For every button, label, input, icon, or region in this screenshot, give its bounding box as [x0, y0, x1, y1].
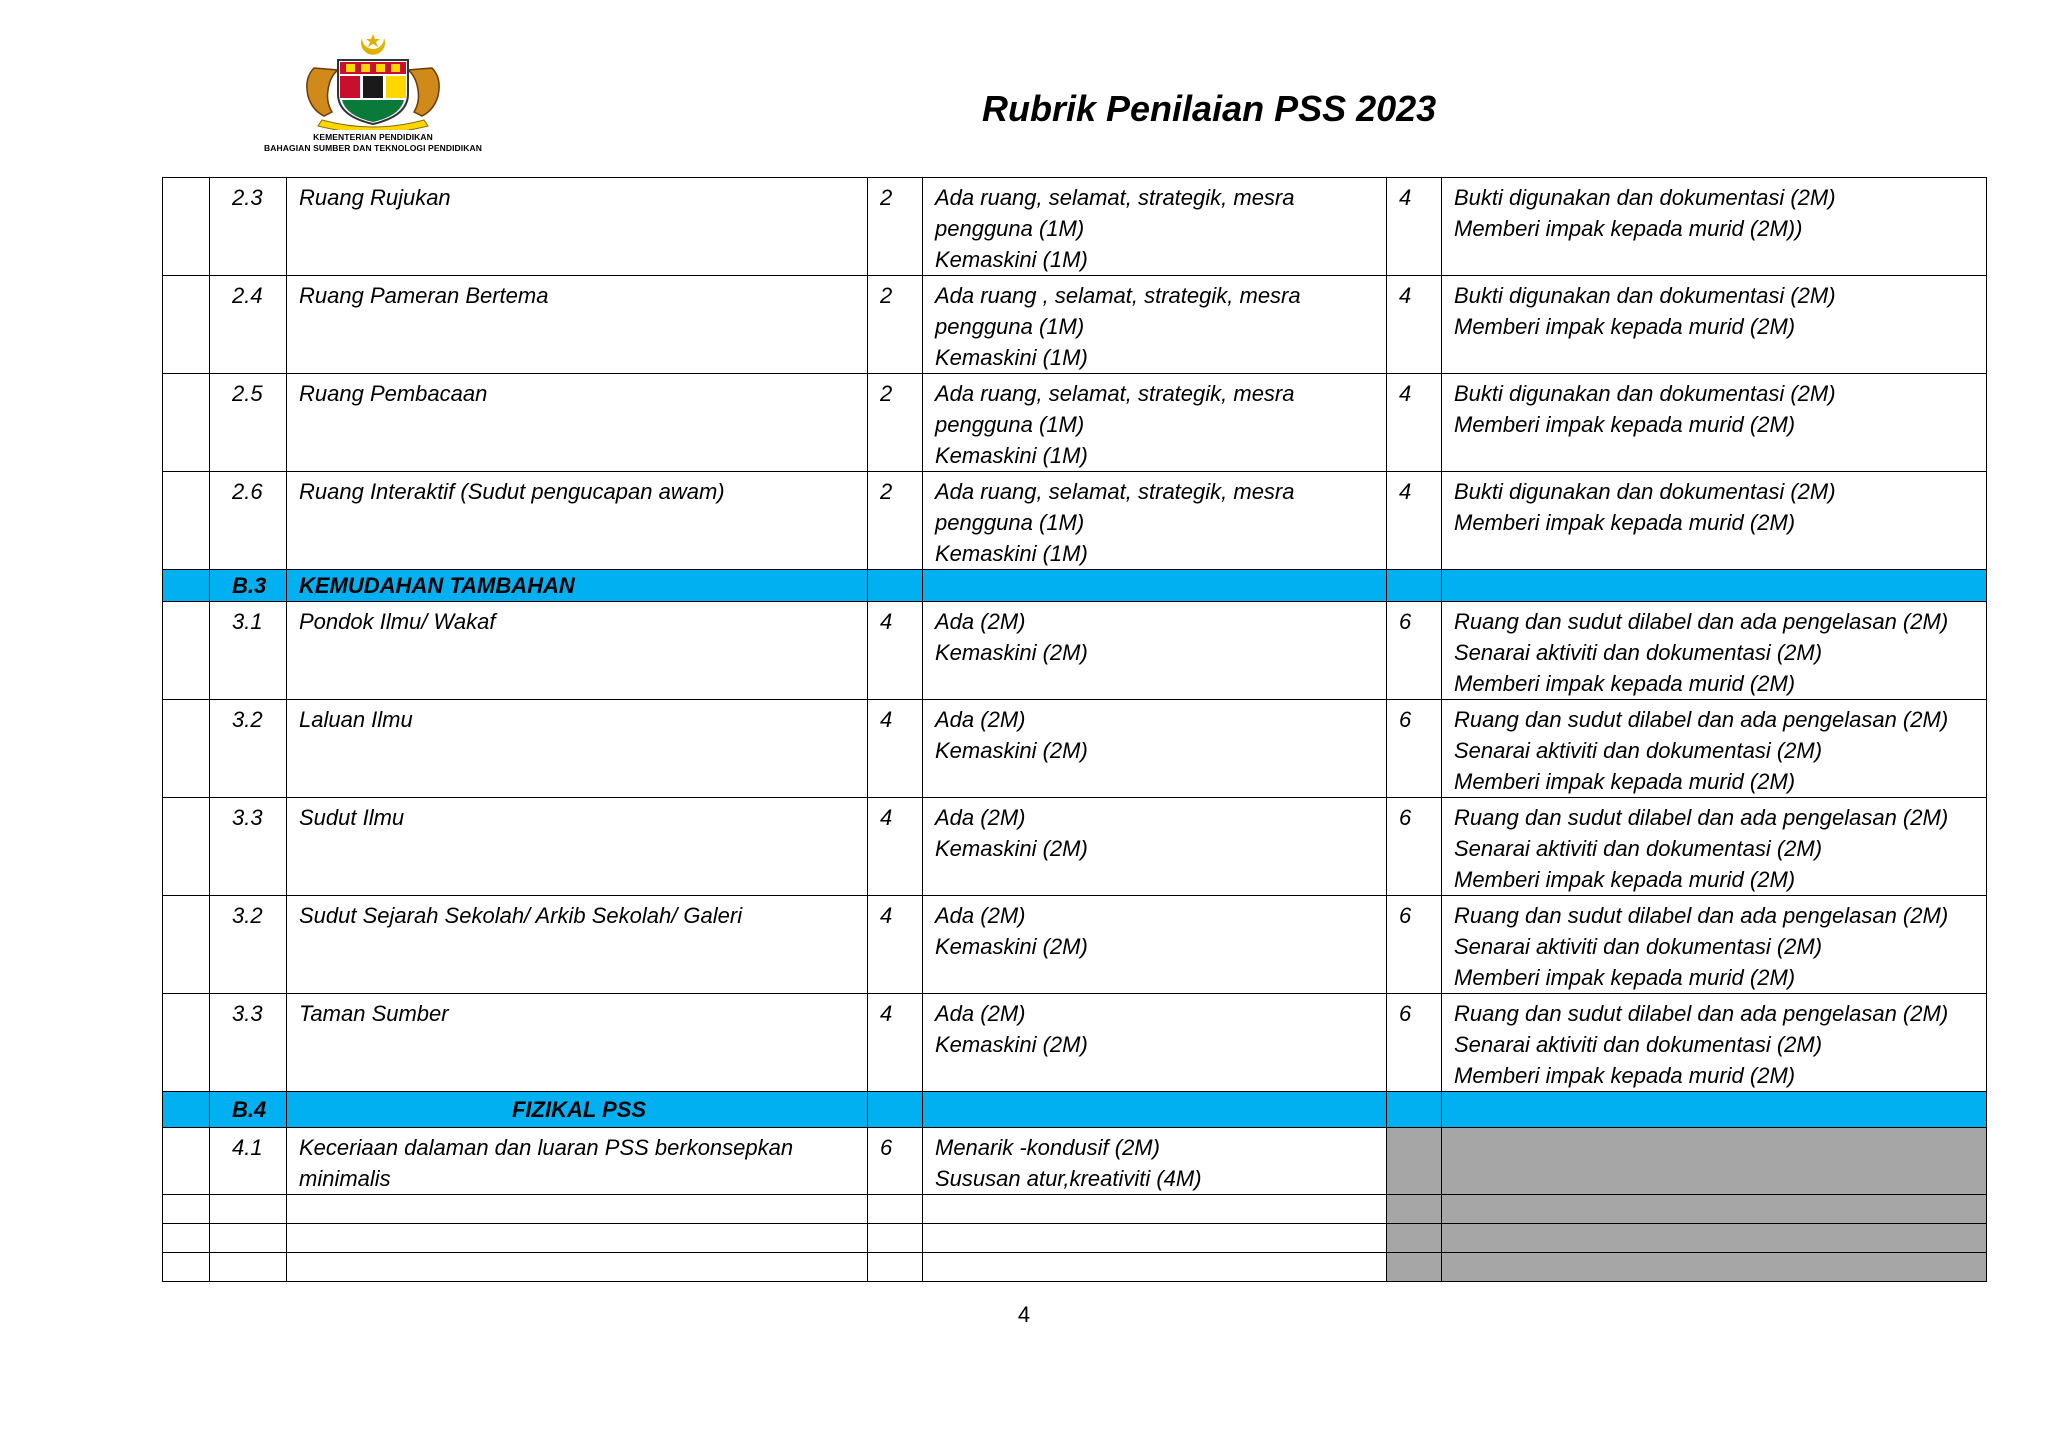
criteria-2: Ruang dan sudut dilabel dan ada pengelasan (2M) Senarai aktiviti dan dokumentasi (2M) Memberi impak kepada murid (2M) [1442, 896, 1987, 994]
blank-cell [163, 1253, 210, 1282]
item-name: Ruang Pembacaan [287, 374, 868, 472]
section-header-b3 [163, 570, 1987, 602]
blank-cell [163, 472, 210, 570]
blank-cell [287, 1195, 868, 1224]
item-number: 2.5 [210, 374, 287, 472]
shaded-cell [1442, 1253, 1987, 1282]
criteria-2: Ruang dan sudut dilabel dan ada pengelasan (2M) Senarai aktiviti dan dokumentasi (2M) Memberi impak kepada murid (2M) [1442, 994, 1987, 1092]
ministry-logo [262, 34, 484, 158]
score-1: 4 [868, 994, 923, 1092]
blank-cell [868, 570, 923, 602]
shaded-cell [1387, 1224, 1442, 1253]
criteria-1: Ada (2M) Kemaskini (2M) [923, 602, 1387, 700]
item-number: 2.6 [210, 472, 287, 570]
score-1: 2 [868, 276, 923, 374]
item-name: Ruang Rujukan [287, 178, 868, 276]
logo-division-name: BAHAGIAN SUMBER DAN TEKNOLOGI PENDIDIKAN [264, 143, 482, 153]
section-title: KEMUDAHAN TAMBAHAN [287, 570, 868, 602]
criteria-2: Ruang dan sudut dilabel dan ada pengelasan (2M) Senarai aktiviti dan dokumentasi (2M) Memberi impak kepada murid (2M) [1442, 798, 1987, 896]
malaysia-coat-of-arms-icon [262, 34, 484, 130]
criteria-1: Ada (2M) Kemaskini (2M) [923, 798, 1387, 896]
blank-cell [163, 700, 210, 798]
score-2: 6 [1387, 994, 1442, 1092]
score-1: 2 [868, 374, 923, 472]
section-header-b4 [163, 1092, 1987, 1128]
score-2: 4 [1387, 472, 1442, 570]
score-2: 4 [1387, 178, 1442, 276]
section-code: B.4 [210, 1092, 287, 1128]
item-name: Sudut Sejarah Sekolah/ Arkib Sekolah/ Galeri [287, 896, 868, 994]
criteria-2: Ruang dan sudut dilabel dan ada pengelasan (2M) Senarai aktiviti dan dokumentasi (2M) Memberi impak kepada murid (2M) [1442, 700, 1987, 798]
blank-cell [287, 1253, 868, 1282]
empty-row [163, 1195, 1987, 1224]
blank-cell [163, 896, 210, 994]
item-name: Ruang Pameran Bertema [287, 276, 868, 374]
blank-cell [163, 994, 210, 1092]
criteria-1: Ada (2M) Kemaskini (2M) [923, 896, 1387, 994]
criteria-2: Bukti digunakan dan dokumentasi (2M) Memberi impak kepada murid (2M) [1442, 276, 1987, 374]
criteria-1: Ada (2M) Kemaskini (2M) [923, 700, 1387, 798]
shaded-cell [1387, 1195, 1442, 1224]
table-row [163, 276, 1987, 374]
blank-cell [1387, 1092, 1442, 1128]
blank-cell [163, 602, 210, 700]
table-row [163, 1128, 1987, 1195]
blank-cell [868, 1195, 923, 1224]
blank-cell [1442, 1092, 1987, 1128]
shaded-cell [1387, 1128, 1442, 1195]
blank-cell [163, 1224, 210, 1253]
score-1: 2 [868, 178, 923, 276]
blank-cell [923, 1253, 1387, 1282]
criteria-2: Ruang dan sudut dilabel dan ada pengelasan (2M) Senarai aktiviti dan dokumentasi (2M) Memberi impak kepada murid (2M) [1442, 602, 1987, 700]
rubric-table [162, 177, 1987, 1282]
criteria-2: Bukti digunakan dan dokumentasi (2M) Memberi impak kepada murid (2M) [1442, 472, 1987, 570]
item-number: 2.4 [210, 276, 287, 374]
blank-cell [210, 1224, 287, 1253]
blank-cell [163, 178, 210, 276]
blank-cell [163, 570, 210, 602]
shaded-cell [1442, 1224, 1987, 1253]
blank-cell [163, 1195, 210, 1224]
score-2: 6 [1387, 896, 1442, 994]
table-row [163, 896, 1987, 994]
criteria-1: Ada ruang, selamat, strategik, mesra pengguna (1M) Kemaskini (1M) [923, 374, 1387, 472]
empty-row [163, 1224, 1987, 1253]
table-row [163, 178, 1987, 276]
score-1: 6 [868, 1128, 923, 1195]
table-row [163, 798, 1987, 896]
blank-cell [923, 1224, 1387, 1253]
table-row [163, 602, 1987, 700]
criteria-1: Ada ruang, selamat, strategik, mesra pengguna (1M) Kemaskini (1M) [923, 472, 1387, 570]
score-1: 4 [868, 700, 923, 798]
item-number: 4.1 [210, 1128, 287, 1195]
item-name: Pondok Ilmu/ Wakaf [287, 602, 868, 700]
blank-cell [163, 374, 210, 472]
blank-cell [1387, 570, 1442, 602]
table-row [163, 472, 1987, 570]
item-number: 3.2 [210, 896, 287, 994]
item-number: 3.3 [210, 798, 287, 896]
shaded-cell [1442, 1195, 1987, 1224]
shaded-cell [1387, 1253, 1442, 1282]
blank-cell [163, 798, 210, 896]
table-row [163, 994, 1987, 1092]
logo-ministry-name: KEMENTERIAN PENDIDIKAN [313, 132, 433, 142]
table-row [163, 700, 1987, 798]
document-title: Rubrik Penilaian PSS 2023 [982, 88, 1437, 129]
item-name: Sudut Ilmu [287, 798, 868, 896]
score-2: 4 [1387, 374, 1442, 472]
section-title: FIZIKAL PSS [287, 1092, 868, 1128]
blank-cell [287, 1224, 868, 1253]
blank-cell [923, 1092, 1387, 1128]
score-2: 4 [1387, 276, 1442, 374]
blank-cell [923, 570, 1387, 602]
score-2: 6 [1387, 700, 1442, 798]
blank-cell [163, 1128, 210, 1195]
page-number: 4 [1017, 1302, 1031, 1327]
criteria-1: Menarik -kondusif (2M) Sususan atur,kreativiti (4M) [923, 1128, 1387, 1195]
blank-cell [210, 1253, 287, 1282]
score-1: 4 [868, 798, 923, 896]
score-2: 6 [1387, 602, 1442, 700]
item-name: Ruang Interaktif (Sudut pengucapan awam) [287, 472, 868, 570]
score-1: 4 [868, 602, 923, 700]
blank-cell [868, 1224, 923, 1253]
blank-cell [923, 1195, 1387, 1224]
blank-cell [868, 1092, 923, 1128]
item-name: Taman Sumber [287, 994, 868, 1092]
item-number: 2.3 [210, 178, 287, 276]
criteria-1: Ada (2M) Kemaskini (2M) [923, 994, 1387, 1092]
item-number: 3.3 [210, 994, 287, 1092]
score-1: 2 [868, 472, 923, 570]
empty-row [163, 1253, 1987, 1282]
criteria-2: Bukti digunakan dan dokumentasi (2M) Memberi impak kepada murid (2M) [1442, 374, 1987, 472]
criteria-2: Bukti digunakan dan dokumentasi (2M) Memberi impak kepada murid (2M)) [1442, 178, 1987, 276]
blank-cell [163, 1092, 210, 1128]
score-1: 4 [868, 896, 923, 994]
item-name: Laluan Ilmu [287, 700, 868, 798]
blank-cell [210, 1195, 287, 1224]
shaded-cell [1442, 1128, 1987, 1195]
item-name: Keceriaan dalaman dan luaran PSS berkonsepkan minimalis [287, 1128, 868, 1195]
criteria-1: Ada ruang, selamat, strategik, mesra pengguna (1M) Kemaskini (1M) [923, 178, 1387, 276]
blank-cell [868, 1253, 923, 1282]
score-2: 6 [1387, 798, 1442, 896]
item-number: 3.1 [210, 602, 287, 700]
blank-cell [163, 276, 210, 374]
item-number: 3.2 [210, 700, 287, 798]
blank-cell [1442, 570, 1987, 602]
table-row [163, 374, 1987, 472]
section-code: B.3 [210, 570, 287, 602]
criteria-1: Ada ruang , selamat, strategik, mesra pengguna (1M) Kemaskini (1M) [923, 276, 1387, 374]
